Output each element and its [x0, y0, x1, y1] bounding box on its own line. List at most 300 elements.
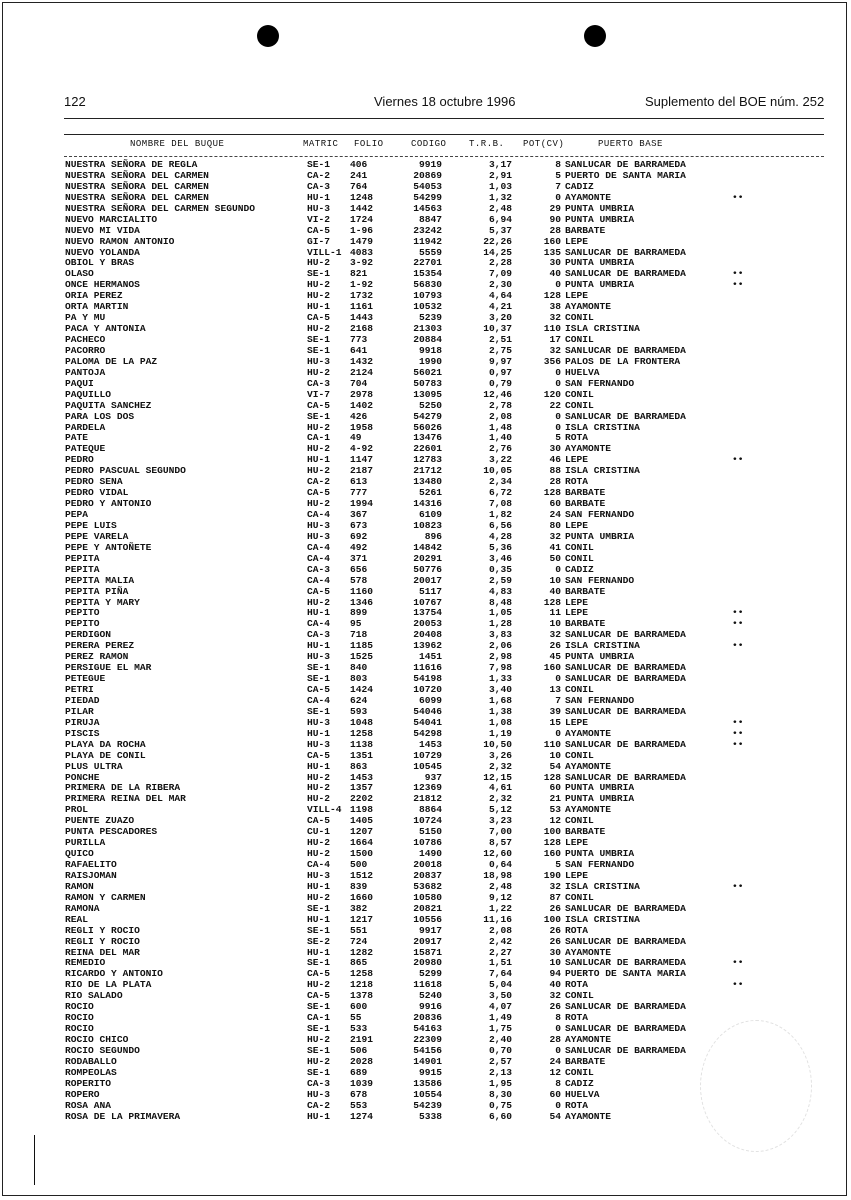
matricula: HU-2 [307, 465, 331, 477]
matricula: SE-1 [307, 334, 331, 345]
trb: 14,25 [483, 246, 512, 258]
potencia: 0 [555, 377, 561, 389]
potencia: 26 [549, 924, 561, 936]
vessel-name: RODABALLO [65, 1055, 117, 1067]
codigo: 21812 [413, 793, 442, 805]
potencia: 356 [543, 355, 561, 367]
codigo: 23242 [413, 224, 442, 236]
matricula: SE-1 [307, 957, 331, 969]
matricula: HU-2 [307, 891, 331, 903]
vessel-name: PALOMA DE LA PAZ [65, 355, 158, 367]
trb: 1,05 [488, 607, 512, 619]
codigo: 54198 [413, 673, 442, 685]
folio: 1207 [350, 826, 374, 838]
puerto-base: LEPE [565, 607, 589, 619]
table-row [64, 499, 824, 510]
folio: 1442 [350, 202, 374, 214]
potencia: 0 [555, 673, 561, 685]
puerto-base: SAN FERNANDO [565, 574, 635, 586]
potencia: 5 [555, 169, 561, 181]
vessel-name: ROMPEOLAS [65, 1066, 117, 1078]
table-row [64, 652, 824, 663]
puerto-base: CONIL [565, 815, 594, 827]
trb: 2,59 [488, 574, 512, 586]
matricula: HU-2 [307, 837, 331, 849]
matricula: CA-4 [307, 509, 331, 520]
vessel-name: NUESTRA SEÑORA DEL CARMEN [65, 180, 209, 192]
table-row [64, 893, 824, 904]
vessel-name: PARA LOS DOS [65, 410, 135, 422]
vessel-name: ORTA MARTIN [65, 301, 129, 313]
potencia: 45 [549, 651, 561, 663]
table-row [64, 838, 824, 849]
vessel-name: PEPITA [65, 552, 100, 564]
vessel-name: PLAYA DE CONIL [65, 749, 146, 761]
table-row [64, 980, 824, 991]
matricula: HU-1 [307, 191, 331, 203]
puerto-base: CONIL [565, 749, 594, 761]
vessel-name: PATEQUE [65, 443, 106, 455]
folio: 1424 [350, 684, 374, 695]
mark: •• [732, 607, 744, 619]
vessel-name: PONCHE [65, 771, 100, 783]
trb: 5,37 [488, 224, 512, 236]
codigo: 50776 [413, 563, 442, 575]
potencia: 60 [549, 1088, 561, 1100]
puerto-base: SANLUCAR DE BARRAMEDA [565, 935, 686, 947]
potencia: 7 [555, 180, 561, 192]
matricula: SE-1 [307, 673, 331, 685]
potencia: 128 [543, 290, 561, 302]
codigo: 50783 [413, 377, 442, 389]
puerto-base: BARBATE [565, 618, 606, 630]
table-row [64, 313, 824, 324]
mark: •• [732, 979, 744, 991]
matricula: HU-2 [307, 1055, 331, 1067]
puerto-base: SANLUCAR DE BARRAMEDA [565, 673, 686, 685]
matricula: HU-1 [307, 760, 331, 772]
vessel-name: NUESTRA SEÑORA DEL CARMEN SEGUNDO [65, 202, 255, 214]
codigo: 21303 [413, 323, 442, 335]
matricula: HU-2 [307, 596, 331, 608]
puerto-base: AYAMONTE [565, 301, 612, 313]
codigo: 1990 [418, 355, 442, 367]
vessel-name: PEPITA PIÑA [65, 585, 129, 597]
potencia: 0 [555, 410, 561, 422]
table-row [64, 740, 824, 751]
codigo: 10556 [413, 913, 442, 925]
trb: 6,94 [488, 213, 512, 225]
vessel-name: REINA DEL MAR [65, 946, 140, 958]
folio: 1274 [350, 1110, 374, 1122]
vessel-name: RAMON Y CARMEN [65, 891, 146, 903]
folio: 492 [350, 541, 368, 553]
potencia: 28 [549, 224, 561, 236]
trb: 3,22 [488, 454, 512, 466]
codigo: 1490 [418, 848, 442, 860]
table-row [64, 466, 824, 477]
folio: 1282 [350, 946, 374, 958]
folio: 773 [350, 334, 368, 345]
table-row [64, 543, 824, 554]
vessel-name: REAL [65, 913, 89, 925]
codigo: 9916 [418, 1001, 442, 1013]
potencia: 17 [549, 334, 561, 345]
codigo: 20980 [413, 957, 442, 969]
table-row [64, 346, 824, 357]
potencia: 32 [549, 629, 561, 641]
codigo: 14842 [413, 541, 442, 553]
puerto-base: LEPE [565, 869, 589, 881]
folio: 1432 [350, 355, 374, 367]
potencia: 160 [543, 662, 561, 674]
codigo: 9919 [418, 159, 442, 170]
folio: 4-92 [350, 443, 374, 455]
vessel-name: PEDRO VIDAL [65, 487, 129, 499]
puerto-base: SANLUCAR DE BARRAMEDA [565, 1001, 686, 1013]
codigo: 896 [424, 530, 442, 542]
codigo: 12783 [413, 454, 442, 466]
folio: 656 [350, 563, 368, 575]
matricula: HU-1 [307, 880, 331, 892]
trb: 2,30 [488, 279, 512, 291]
table-row [64, 718, 824, 729]
folio: 1357 [350, 782, 374, 794]
puerto-base: CONIL [565, 399, 594, 411]
folio: 371 [350, 552, 368, 564]
matricula: SE-1 [307, 159, 331, 170]
codigo: 10729 [413, 749, 442, 761]
table-row [64, 390, 824, 401]
trb: 0,70 [488, 1044, 512, 1056]
codigo: 10823 [413, 519, 442, 531]
mark: •• [732, 618, 744, 630]
codigo: 10724 [413, 815, 442, 827]
vessel-name: ROPERITO [65, 1077, 112, 1089]
potencia: 26 [549, 640, 561, 652]
puerto-base: SANLUCAR DE BARRAMEDA [565, 410, 686, 422]
table-row [64, 882, 824, 893]
matricula: HU-1 [307, 727, 331, 739]
codigo: 14316 [413, 498, 442, 510]
potencia: 32 [549, 530, 561, 542]
potencia: 5 [555, 859, 561, 870]
codigo: 21712 [413, 465, 442, 477]
potencia: 128 [543, 596, 561, 608]
matricula: SE-1 [307, 662, 331, 674]
potencia: 190 [543, 869, 561, 881]
puerto-base: BARBATE [565, 585, 606, 597]
potencia: 110 [543, 323, 561, 335]
matricula: CU-1 [307, 826, 331, 838]
folio: 1453 [350, 771, 374, 783]
folio: 673 [350, 519, 368, 531]
trb: 2,42 [488, 935, 512, 947]
trb: 6,56 [488, 519, 512, 531]
matricula: HU-2 [307, 366, 331, 378]
matricula: CA-3 [307, 180, 331, 192]
codigo: 10554 [413, 1088, 442, 1100]
puerto-base: SANLUCAR DE BARRAMEDA [565, 662, 686, 674]
codigo: 5239 [418, 312, 442, 324]
matricula: CA-4 [307, 859, 331, 870]
potencia: 28 [549, 476, 561, 488]
table-row [64, 412, 824, 423]
table-row [64, 532, 824, 543]
codigo: 6109 [418, 509, 442, 520]
codigo: 56830 [413, 279, 442, 291]
matricula: CA-3 [307, 629, 331, 641]
vessel-name: PA Y MU [65, 312, 106, 324]
puerto-base: AYAMONTE [565, 1034, 612, 1045]
codigo: 54279 [413, 410, 442, 422]
folio: 382 [350, 902, 368, 914]
potencia: 40 [549, 585, 561, 597]
trb: 1,51 [488, 957, 512, 969]
potencia: 110 [543, 738, 561, 750]
potencia: 7 [555, 694, 561, 706]
matricula: CA-4 [307, 694, 331, 706]
table-row [64, 258, 824, 269]
puerto-base: ROTA [565, 979, 589, 991]
puerto-base: CADIZ [565, 1077, 594, 1089]
vessel-name: REGLI Y ROCIO [65, 924, 140, 936]
codigo: 13962 [413, 640, 442, 652]
col-pot: POT(CV) [523, 139, 565, 149]
trb: 2,08 [488, 924, 512, 936]
trb: 7,00 [488, 826, 512, 838]
trb: 2,98 [488, 651, 512, 663]
vessel-name: PEPE Y ANTOÑETE [65, 541, 152, 553]
trb: 1,95 [488, 1077, 512, 1089]
trb: 2,06 [488, 640, 512, 652]
potencia: 22 [549, 399, 561, 411]
puerto-base: PUERTO DE SANTA MARIA [565, 169, 686, 181]
folio: 406 [350, 159, 368, 170]
mark: •• [732, 957, 744, 969]
trb: 8,48 [488, 596, 512, 608]
codigo: 14901 [413, 1055, 442, 1067]
puerto-base: HUELVA [565, 1088, 600, 1100]
matricula: HU-2 [307, 257, 331, 269]
matricula: CA-5 [307, 312, 331, 324]
table-row [64, 302, 824, 313]
table-row [64, 794, 824, 805]
codigo: 5299 [418, 968, 442, 980]
folio: 1724 [350, 213, 374, 225]
puerto-base: CONIL [565, 684, 594, 695]
vessel-name: RAMON [65, 880, 94, 892]
potencia: 12 [549, 815, 561, 827]
trb: 1,48 [488, 421, 512, 433]
trb: 4,07 [488, 1001, 512, 1013]
vessel-name: PEDRO [65, 454, 94, 466]
margin-mark [34, 1135, 35, 1185]
folio: 4083 [350, 246, 374, 258]
trb: 4,83 [488, 585, 512, 597]
puerto-base: CONIL [565, 334, 594, 345]
vessel-name: PIEDAD [65, 694, 100, 706]
matricula: HU-2 [307, 1034, 331, 1045]
table-row [64, 477, 824, 488]
puerto-base: PUNTA UMBRIA [565, 793, 635, 805]
folio: 367 [350, 509, 368, 520]
puerto-base: PUNTA UMBRIA [565, 651, 635, 663]
potencia: 160 [543, 848, 561, 860]
codigo: 54298 [413, 727, 442, 739]
trb: 2,57 [488, 1055, 512, 1067]
codigo: 20821 [413, 902, 442, 914]
codigo: 11942 [413, 235, 442, 247]
vessel-name: PATE [65, 432, 89, 444]
folio: 95 [350, 618, 362, 630]
vessel-name: RAMONA [65, 902, 100, 914]
vessel-name: REGLI Y ROCIO [65, 935, 140, 947]
trb: 5,12 [488, 804, 512, 816]
vessel-name: PEREZ RAMON [65, 651, 129, 663]
table-row [64, 368, 824, 379]
vessel-name: PRIMERA DE LA RIBERA [65, 782, 181, 794]
vessel-name: RAISJOMAN [65, 869, 117, 881]
vessel-name: PEPITA [65, 563, 100, 575]
trb: 4,28 [488, 530, 512, 542]
page-number: 122 [64, 94, 86, 109]
matricula: HU-1 [307, 454, 331, 466]
col-port: PUERTO BASE [598, 139, 663, 149]
folio: 506 [350, 1044, 368, 1056]
table-row [64, 860, 824, 871]
vessel-name: PAQUI [65, 377, 94, 389]
vessel-name: PEDRO PASCUAL SEGUNDO [65, 465, 186, 477]
table-row [64, 598, 824, 609]
potencia: 160 [543, 235, 561, 247]
potencia: 10 [549, 618, 561, 630]
table-row [64, 674, 824, 685]
vessel-name: PAQUITA SANCHEZ [65, 399, 152, 411]
table-row [64, 1035, 824, 1046]
trb: 0,79 [488, 377, 512, 389]
codigo: 5559 [418, 246, 442, 258]
matricula: HU-1 [307, 607, 331, 619]
folio: 1351 [350, 749, 374, 761]
potencia: 30 [549, 443, 561, 455]
vessel-name: NUEVO MI VIDA [65, 224, 140, 236]
trb: 12,15 [483, 771, 512, 783]
puerto-base: SANLUCAR DE BARRAMEDA [565, 344, 686, 356]
potencia: 13 [549, 684, 561, 695]
codigo: 5261 [418, 487, 442, 499]
puerto-base: ROTA [565, 1012, 589, 1024]
puerto-base: ROTA [565, 476, 589, 488]
puerto-base: ISLA CRISTINA [565, 913, 640, 925]
folio: 689 [350, 1066, 368, 1078]
folio: 641 [350, 344, 368, 356]
table-row [64, 871, 824, 882]
potencia: 100 [543, 826, 561, 838]
trb: 5,04 [488, 979, 512, 991]
vessel-name: PACORRO [65, 344, 106, 356]
vessel-name: PRIMERA REINA DEL MAR [65, 793, 186, 805]
vessel-name: PEPITO [65, 618, 100, 630]
table-row [64, 587, 824, 598]
trb: 1,08 [488, 716, 512, 728]
vessel-name: OBIOL Y BRAS [65, 257, 135, 269]
puerto-base: AYAMONTE [565, 191, 612, 203]
puerto-base: AYAMONTE [565, 760, 612, 772]
folio: 1258 [350, 727, 374, 739]
mark: •• [732, 727, 744, 739]
matricula: HU-2 [307, 421, 331, 433]
trb: 0,35 [488, 563, 512, 575]
table-row [64, 554, 824, 565]
vessel-name: ROSA DE LA PRIMAVERA [65, 1110, 181, 1122]
table-row [64, 849, 824, 860]
puerto-base: LEPE [565, 454, 589, 466]
vessel-name: ROSA ANA [65, 1099, 112, 1111]
matricula: HU-3 [307, 738, 331, 750]
codigo: 54041 [413, 716, 442, 728]
trb: 3,23 [488, 815, 512, 827]
folio: 578 [350, 574, 368, 586]
puerto-base: LEPE [565, 837, 589, 849]
codigo: 54156 [413, 1044, 442, 1056]
trb: 1,33 [488, 673, 512, 685]
vessel-name: ROPERO [65, 1088, 100, 1100]
folio: 241 [350, 169, 368, 181]
trb: 7,64 [488, 968, 512, 980]
potencia: 0 [555, 1044, 561, 1056]
table-row [64, 969, 824, 980]
potencia: 10 [549, 574, 561, 586]
table-row [64, 685, 824, 696]
codigo: 54163 [413, 1023, 442, 1035]
folio: 839 [350, 880, 368, 892]
table-row [64, 521, 824, 532]
trb: 7,08 [488, 498, 512, 510]
trb: 1,75 [488, 1023, 512, 1035]
folio: 2978 [350, 388, 374, 400]
trb: 18,98 [483, 869, 512, 881]
folio: 600 [350, 1001, 368, 1013]
potencia: 32 [549, 344, 561, 356]
table-row [64, 937, 824, 948]
codigo: 20408 [413, 629, 442, 641]
puerto-base: ROTA [565, 924, 589, 936]
trb: 7,98 [488, 662, 512, 674]
matricula: CA-4 [307, 618, 331, 630]
folio: 724 [350, 935, 368, 947]
puerto-base: AYAMONTE [565, 443, 612, 455]
vessel-name: PERERA PEREZ [65, 640, 135, 652]
puerto-base: BARBATE [565, 826, 606, 838]
puerto-base: CONIL [565, 990, 594, 1002]
folio: 1378 [350, 990, 374, 1002]
trb: 10,37 [483, 323, 512, 335]
header-dash-rule [64, 156, 824, 157]
table-row [64, 324, 824, 335]
potencia: 46 [549, 454, 561, 466]
codigo: 56021 [413, 366, 442, 378]
matricula: HU-1 [307, 301, 331, 313]
folio: 1048 [350, 716, 374, 728]
vessel-name: NUEVO YOLANDA [65, 246, 140, 258]
codigo: 54299 [413, 191, 442, 203]
folio: 2028 [350, 1055, 374, 1067]
matricula: HU-2 [307, 782, 331, 794]
potencia: 41 [549, 541, 561, 553]
codigo: 5240 [418, 990, 442, 1002]
table-row [64, 729, 824, 740]
